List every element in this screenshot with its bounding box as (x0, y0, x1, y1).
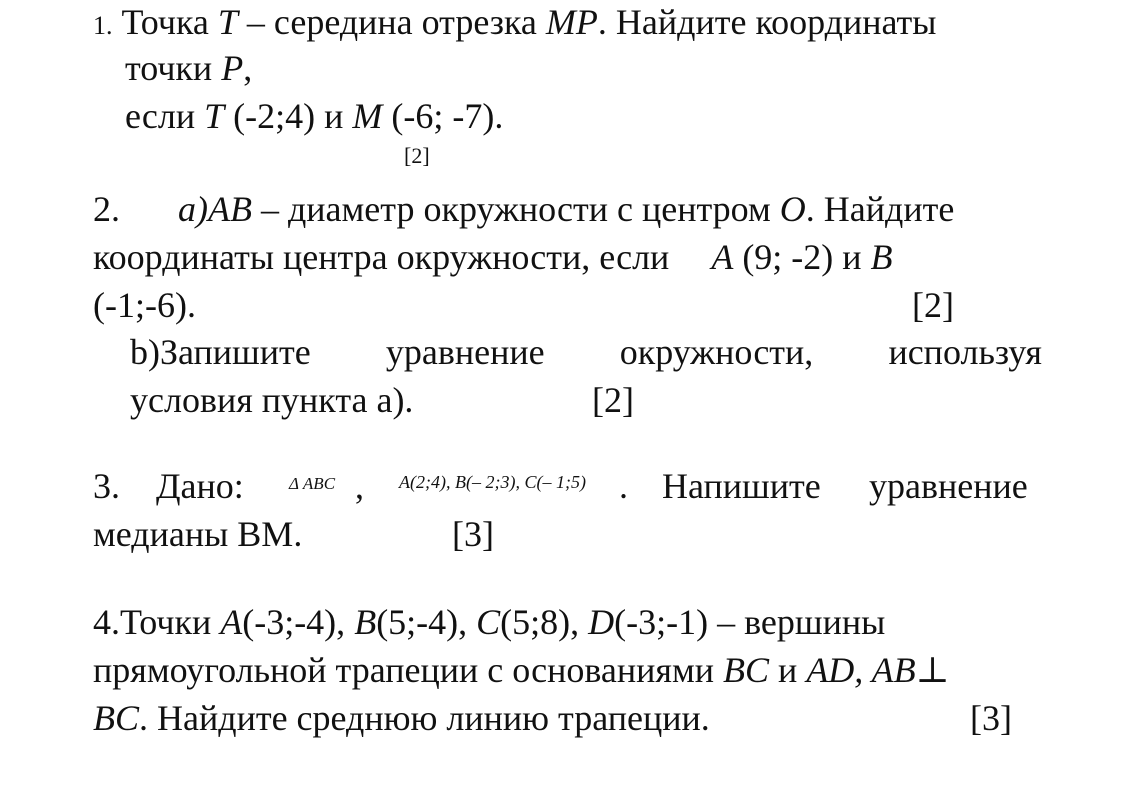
problem2-point-B: B (870, 237, 893, 277)
problem4-line1 (93, 600, 885, 644)
problem1-text-c: . Найдите координаты (597, 2, 937, 42)
problem1-text-h: (-6; -7). (382, 96, 504, 136)
problem4-point-D: D (588, 602, 615, 642)
problem2-points-a: [2] (912, 285, 954, 325)
problem2-word-2: уравнение (385, 332, 545, 372)
problem3-number: 3. (93, 466, 120, 506)
problem4-coords-C: (5;8), (500, 602, 589, 642)
problem1-point-M: M (352, 96, 383, 136)
problem1-text-b: – середина отрезка (237, 2, 546, 42)
problem4-text-b: прямоугольной трапеции с основаниями (93, 650, 724, 690)
problem2-text-f: условия пункта а). (130, 380, 414, 420)
problem4-coords-A: (-3;-4), (242, 602, 355, 642)
problem2-points-b: [2] (592, 380, 634, 420)
problem4-point-B: B (354, 602, 377, 642)
problem2-line1 (93, 187, 954, 231)
problem3-comma: , (355, 466, 364, 506)
problem2-line2 (93, 235, 893, 279)
problem1-text-d: точки (125, 48, 222, 88)
problem4-coords-B: (5;-4), (376, 602, 477, 642)
problem1-text-e: , (243, 48, 253, 88)
problem4-base-BC: BC (723, 650, 770, 690)
problem4-line2 (93, 648, 950, 692)
problem4-point-A: A (220, 602, 243, 642)
problem2-word-3: окружности, (619, 332, 814, 372)
problem3-line2 (93, 512, 302, 556)
problem1-points: [2] (404, 143, 430, 168)
problem2-number: 2. (93, 189, 120, 229)
problem3-points-formula: A(2;4), B(– 2;3), C(– 1;5) (399, 472, 586, 492)
problem2-center-O: O (779, 189, 806, 229)
problem4-text-a: 4.Точки (93, 602, 221, 642)
problem4-points: [3] (970, 698, 1012, 738)
problem1-line3 (125, 94, 503, 138)
problem2-line5 (130, 378, 413, 422)
problem2-line3 (93, 283, 196, 327)
problem3-given: Дано: (156, 466, 244, 506)
problem1-point-T2: T (204, 96, 225, 136)
problem1-point-P: P (221, 48, 244, 88)
problem2-text-e: (-1;-6). (93, 285, 196, 325)
problem2-point-A: A (711, 237, 734, 277)
problem2-word-1: b)Запишите (130, 332, 311, 372)
problem3-text-median: медианы ВМ. (93, 514, 303, 554)
problem2-text-d: (9; -2) и (733, 237, 871, 277)
problem2-part-a-AB: a)AB (178, 189, 252, 229)
problem4-perp-symbol: ⊥ (915, 650, 950, 690)
problem2-text-a: – диаметр окружности с центром (251, 189, 780, 229)
problem2-text-b: . Найдите (805, 189, 955, 229)
problem1-text-f: если (125, 96, 205, 136)
problem2-word-4: используя (888, 332, 1042, 372)
problem4-coords-D: (-3;-1) – вершины (614, 602, 886, 642)
problem4-point-C: C (476, 602, 501, 642)
problem4-text-c: . Найдите среднюю линию трапеции. (139, 698, 710, 738)
problem1-number: 1. (93, 11, 113, 40)
problem4-BC-line3: BC (93, 698, 140, 738)
problem1-point-T: T (217, 2, 238, 42)
problem1-line2 (125, 46, 252, 90)
problem2-line4 (130, 330, 1042, 374)
problem3-dot: . (619, 466, 628, 506)
problem1-text-a: Точка (112, 2, 218, 42)
problem4-text-and: и (769, 650, 807, 690)
problem3-points: [3] (452, 514, 494, 554)
problem2-text-c: координаты центра окружности, если (93, 237, 670, 277)
problem1-line1 (93, 0, 936, 48)
problem4-AD-AB: AD, AB (806, 650, 916, 690)
problem1-text-g: (-2;4) и (224, 96, 353, 136)
problem3-task-word2: уравнение (869, 466, 1028, 506)
problem4-line3 (93, 696, 710, 740)
problem3-triangle: Δ ABC (289, 474, 336, 493)
problem3-task-word1: Напишите (662, 466, 821, 506)
problem1-segment-MP: MP (545, 2, 598, 42)
